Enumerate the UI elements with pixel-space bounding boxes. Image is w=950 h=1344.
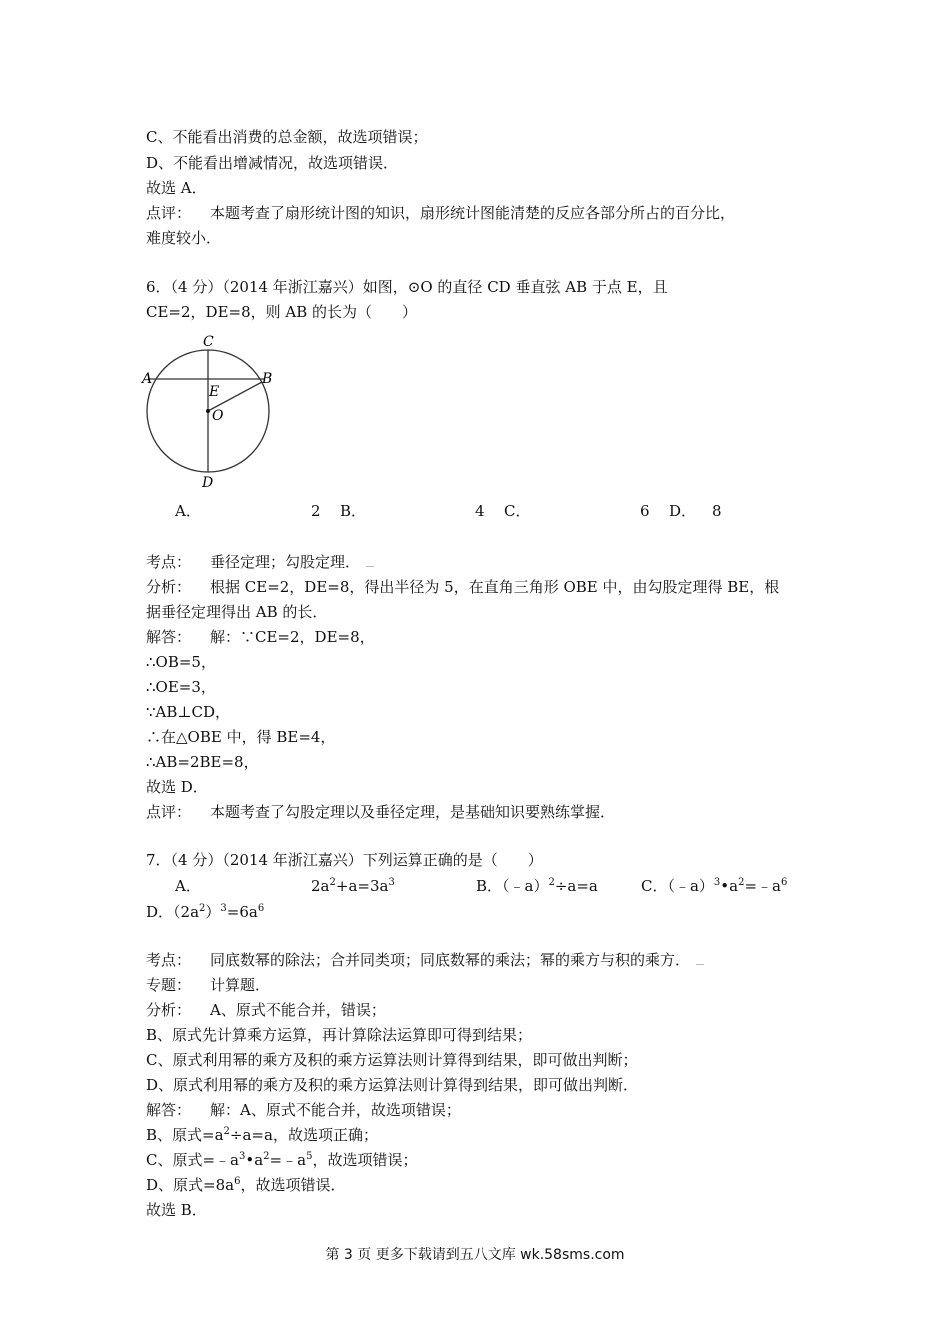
label-a: A	[142, 371, 153, 387]
q6-comment-line	[146, 802, 615, 822]
q7-stem-line: 7．（4 分）（2014 年浙江嘉兴）下列运算正确的是（ ）	[146, 851, 543, 869]
q7-option-a-label: A．	[175, 877, 201, 895]
label-o: O	[212, 408, 224, 424]
q7-fenxi-line	[146, 1000, 386, 1020]
zhuanti-text: 计算题．	[210, 976, 271, 994]
q6-option-c-label: C．	[504, 502, 531, 520]
prev-option-d-line: D、不能看出增减情况，故选项错误．	[146, 154, 399, 172]
q6-jieda-line	[146, 627, 375, 647]
center-point	[206, 409, 210, 413]
q6-fenxi-line	[146, 577, 779, 597]
zhuanti-label: 专题：	[146, 976, 192, 994]
q7-jieda-b: B、原式$=a^2\div a=a$，故选项正确；	[146, 1126, 378, 1144]
q6-option-d-value: 8	[712, 502, 722, 520]
q6-stem-line-1: 6．（4 分）（2014 年浙江嘉兴）如图，⊙O 的直径 CD 垂直弦 AB 于点 E，且	[146, 278, 668, 296]
mark-decoration	[366, 566, 374, 567]
page-footer: 第 3 页 更多下载请到五八文库 wk.58sms.com	[325, 1247, 625, 1263]
q6-step: ∴OB=5，	[146, 653, 216, 671]
q7-jieda-line	[146, 1100, 461, 1120]
label-b: B	[262, 371, 273, 387]
q7-fenxi-b: B、原式先计算乘方运算，再计算除法运算即可得到结果；	[146, 1026, 533, 1044]
kaodian-label: 考点：	[146, 553, 192, 571]
q6-step: ∵AB⊥CD，	[146, 703, 231, 721]
circle-diagram	[138, 330, 278, 490]
mark-decoration	[696, 964, 704, 965]
jieda-label: 解答：	[146, 628, 192, 646]
q6-option-a-value: 2	[311, 502, 321, 520]
q7-option-a-expr: $2a^2+a=3a^3$	[311, 877, 395, 895]
comment-text: 本题考查了勾股定理以及垂径定理，是基础知识要熟练掌握．	[210, 803, 616, 821]
label-e: E	[209, 384, 220, 400]
q7-zhuanti-line	[146, 975, 270, 995]
q7-option-b: B．（﹣a）$^2$÷a=a	[476, 877, 598, 895]
kaodian-text: 垂径定理；勾股定理．	[210, 553, 361, 571]
fenxi-label: 分析：	[146, 1001, 192, 1019]
fenxi-text: A、原式不能合并，错误；	[210, 1001, 386, 1019]
q7-jieda-d: D、原式$=8a^6$，故选项错误．	[146, 1176, 346, 1194]
q7-kaodian-line	[146, 950, 704, 970]
q6-option-b-label: B．	[340, 502, 367, 520]
prev-option-c-line: C、不能看出消费的总金额，故选项错误；	[146, 128, 428, 146]
label-d: D	[202, 475, 214, 490]
q6-kaodian-line	[146, 552, 374, 572]
q7-option-d: D．$(2a^2)^3=6a^6$	[146, 903, 265, 921]
q6-option-d-label: D．	[669, 502, 697, 520]
jieda-text: 解：∵CE=2，DE=8，	[210, 628, 375, 646]
q6-step: ∴在△OBE 中，得 BE=4，	[146, 728, 336, 746]
q7-jieda-c: C、原式$=﹣a^3•a^2=﹣a^5$，故选项错误；	[146, 1151, 418, 1169]
q6-stem-line-2: CE=2，DE=8，则 AB 的长为（ ）	[146, 303, 418, 321]
jieda-label: 解答：	[146, 1101, 192, 1119]
fenxi-text: 根据 CE=2，DE=8，得出半径为 5，在直角三角形 OBE 中，由勾股定理得 BE，根	[210, 578, 780, 596]
kaodian-label: 考点：	[146, 951, 192, 969]
q6-option-a-label: A．	[175, 502, 201, 520]
fenxi-label: 分析：	[146, 578, 192, 596]
kaodian-text: 同底数幂的除法；合并同类项；同底数幂的乘法；幂的乘方与积的乘方．	[210, 951, 691, 969]
q7-fenxi-c: C、原式利用幂的乘方及积的乘方运算法则计算得到结果，即可做出判断；	[146, 1051, 638, 1069]
q6-option-b-value: 4	[475, 502, 485, 520]
prev-comment-line-2: 难度较小．	[146, 229, 222, 247]
q7-option-c: C．$(﹣a)^3•a^2=﹣a^6$	[641, 877, 788, 895]
q6-option-c-value: 6	[640, 502, 650, 520]
comment-text: 本题考查了扇形统计图的知识，扇形统计图能清楚的反应各部分所占的百分比，	[210, 204, 736, 222]
q6-step: ∴OE=3，	[146, 678, 216, 696]
prev-comment-line	[146, 203, 735, 223]
q6-step: ∴AB=2BE=8，	[146, 753, 259, 771]
label-c: C	[203, 334, 214, 350]
prev-answer-line: 故选 A．	[146, 179, 207, 197]
jieda-text: 解：A、原式不能合并，故选项错误；	[210, 1101, 461, 1119]
q6-answer-line: 故选 D．	[146, 778, 208, 796]
q6-fenxi-line-2: 据垂径定理得出 AB 的长．	[146, 603, 328, 621]
comment-label: 点评：	[146, 803, 192, 821]
q7-answer-line: 故选 B．	[146, 1201, 207, 1219]
q7-fenxi-d: D、原式利用幂的乘方及积的乘方运算法则计算得到结果，即可做出判断．	[146, 1076, 639, 1094]
comment-label: 点评：	[146, 204, 192, 222]
